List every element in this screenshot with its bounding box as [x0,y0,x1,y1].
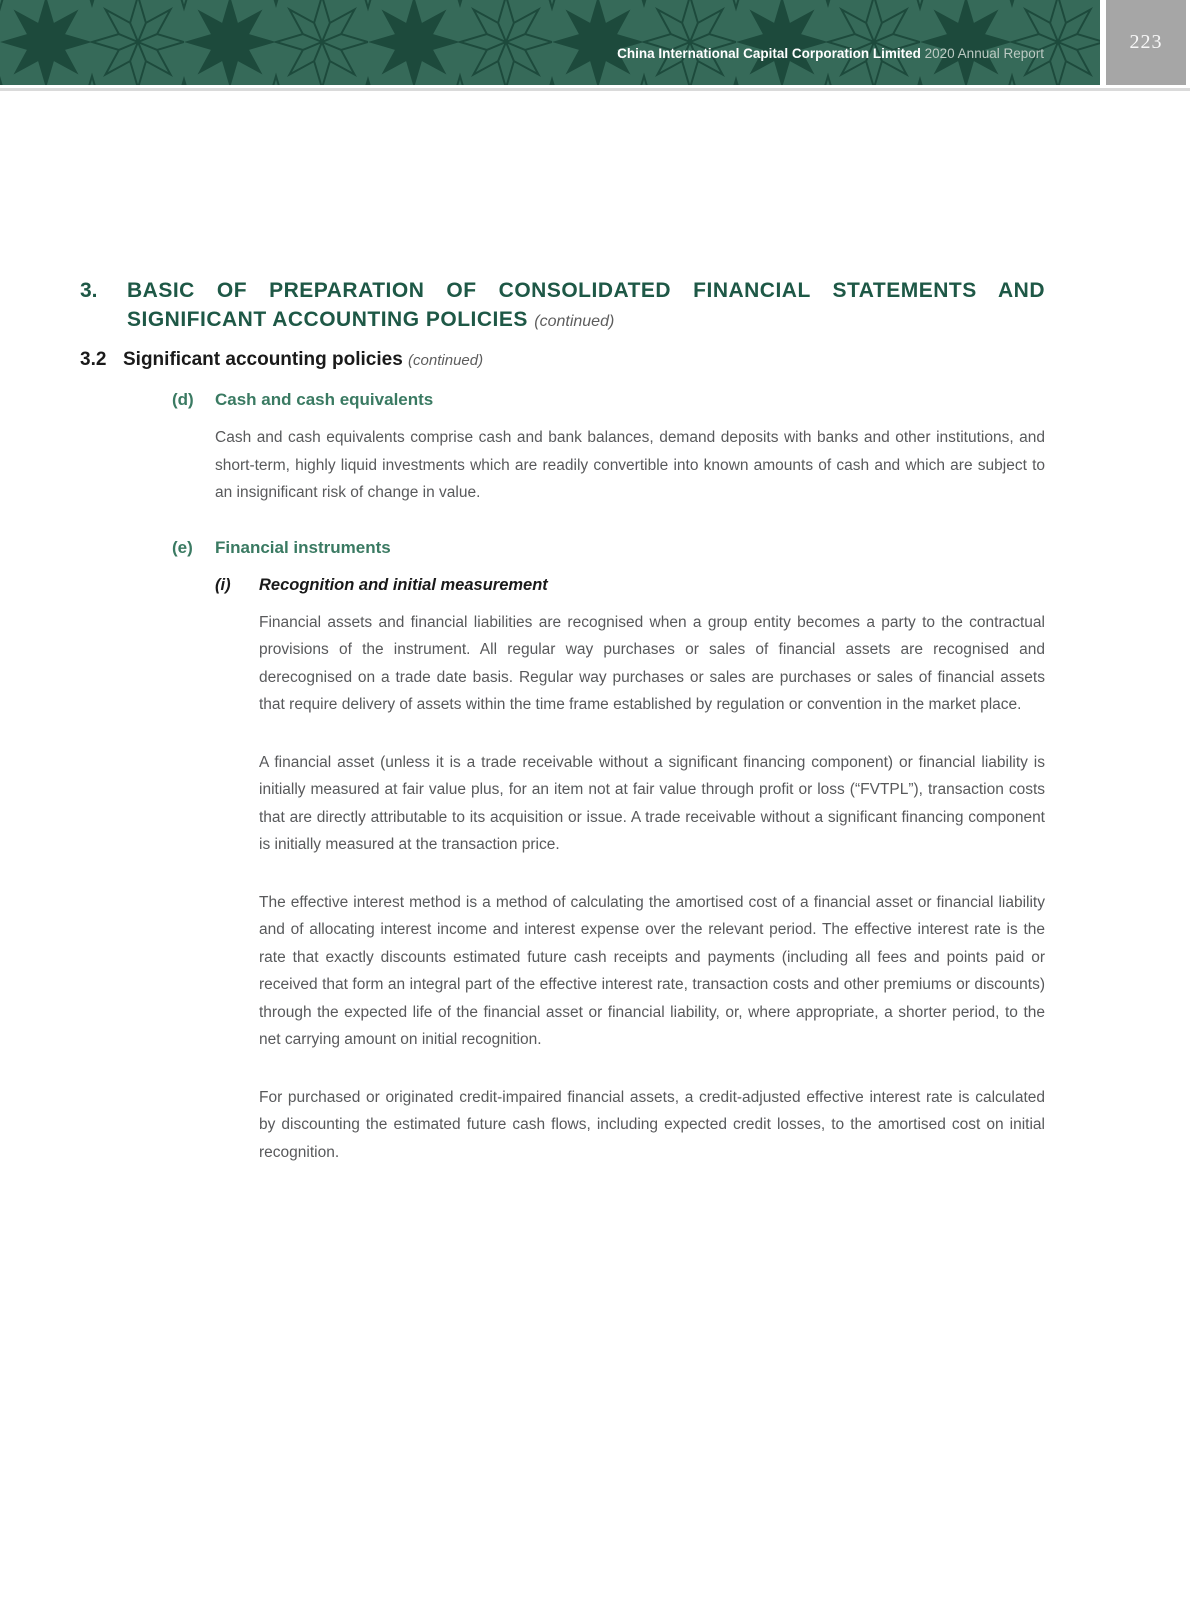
subsection-title: Significant accounting policies (continued) [123,349,484,370]
policy-d-label: (d) [172,390,194,409]
section-heading [80,277,1045,336]
section-title [127,277,1045,336]
policy-d-title: Cash and cash equivalents [215,390,434,409]
report-name: 2020 Annual Report [924,46,1044,61]
policy-e-i-body [259,575,1045,1167]
indent-spacer [80,389,172,507]
subsection-heading [80,348,1045,373]
policy-e-section [80,537,1045,1167]
header-title [617,46,1044,62]
section-title-line2: SIGNIFICANT ACCOUNTING POLICIES (continued) [127,307,615,331]
policy-e-i-paragraph-2: A financial asset (unless it is a trade receivable without a significant financing component) or financial liability is initially measured at fair value plus, for an item not at fair value through profit or loss (“FVTPL”), transaction costs that are directly attributable to its acquisition or issue. A trade receivable without a significant financing component is initially measured at the transaction price. [259,753,1045,853]
subsection-continued: (continued) [408,352,484,369]
company-name: China International Capital Corporation Limited [617,46,921,61]
policy-e-i-paragraph-4: For purchased or originated credit-impaired financial assets, a credit-adjusted effective interest rate is calculated by discounting the estimated future cash flows, including expected credit losses, to the amortised cost on initial recognition. [259,1088,1045,1161]
policy-e-i-label: (i) [215,575,231,594]
section-number: 3. [80,279,98,302]
policy-d-section [80,389,1045,507]
asanoha-pattern [0,0,1100,85]
page-number-badge [1106,0,1186,85]
page-content [80,91,1045,1166]
policy-e-label: (e) [172,537,193,557]
subsection-number: 3.2 [80,349,107,370]
section-continued: (continued) [534,312,615,330]
page-header [0,0,1190,91]
indent-spacer [80,537,172,1167]
policy-e-body [215,537,1045,1167]
policy-e-i-paragraph-3: The effective interest method is a method of calculating the amortised cost of a financial asset or financial liability and of allocating interest income and interest expense over the relevant period. The effective interest rate is the rate that exactly discounts estimated future cash receipts and payments (including all fees and points paid or received that form an integral part of the effective interest rate, transaction costs and other premiums or discounts) through the expected life of the financial asset or financial liability, or, where appropriate, a shorter period, to the net carrying amount on initial recognition. [259,893,1045,1048]
policy-d-body [215,389,1045,507]
page-number: 223 [1129,31,1163,53]
header-band [0,0,1100,85]
policy-e-i-paragraph-1: Financial assets and financial liabilities are recognised when a group entity becomes a party to the contractual provisions of the instrument. All regular way purchases or sales of financial assets are recognised and derecognised on a trade date basis. Regular way purchases or sales are purchases or sales of financial assets that require delivery of assets within the time frame established by regulation or convention in the market place. [259,613,1045,713]
policy-e-title: Financial instruments [215,537,391,557]
policy-e-i-section [215,575,1045,1167]
section-title-line1: BASIC OF PREPARATION OF CONSOLIDATED FINANCIAL STATEMENTS AND [127,279,1045,302]
policy-d-paragraph: Cash and cash equivalents comprise cash and bank balances, demand deposits with banks and other institutions, and short-term, highly liquid investments which are readily convertible into known amounts of cash and which are subject to an insignificant risk of change in value. [215,429,1045,501]
policy-e-i-title: Recognition and initial measurement [259,575,548,594]
